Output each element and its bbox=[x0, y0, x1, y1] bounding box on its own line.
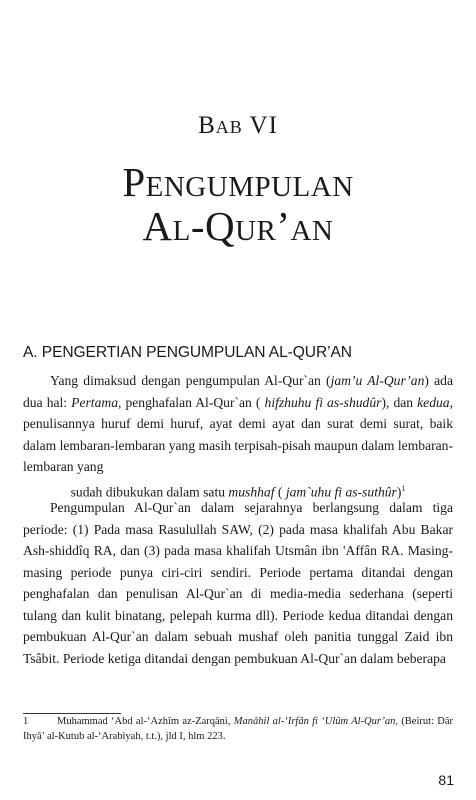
italic-run: jam’u Al-Qur’an bbox=[330, 373, 425, 388]
italic-run: Manâhil al-‘Irfân fi ‘Ulûm Al-Qur’an, bbox=[233, 716, 398, 727]
paragraph-2 bbox=[23, 497, 453, 669]
italic-run: Pertama bbox=[71, 394, 118, 410]
section-heading: A. PENGERTIAN PENGUMPULAN AL-QUR’AN bbox=[23, 344, 352, 361]
text-run: penulisannya huruf demi huruf, ayat demi ayat dan surat demi surat, baik dalam lembaran-lembaran yang masih terpisah-pisah maupun dalam lembaran-lembaran yang bbox=[23, 416, 453, 474]
footnote bbox=[23, 715, 453, 744]
page-number: 81 bbox=[438, 772, 454, 788]
paragraph-1-main bbox=[23, 370, 453, 478]
text-run: ( bbox=[274, 484, 286, 500]
italic-run: mushhaf bbox=[228, 484, 275, 500]
text-run: , penghafalan Al-Qur`an ( bbox=[118, 394, 265, 410]
text-run: Yang dimaksud dengan pengumpulan Al-Qur`an ( bbox=[50, 373, 331, 388]
footnote-divider bbox=[23, 713, 121, 714]
paragraph-2-text: Pengumpulan Al-Qur`an dalam sejarahnya berlangsung dalam tiga periode: (1) Pada masa Rasulullah SAW, (2) pada masa khalifah Abu Bakar Ash-shiddîq RA, dan (3) pada masa khalifah Utsmân ibn 'Affân RA. Masing-masing periode punya ciri-ciri sendiri. Periode pertama ditandai dengan penghafalan dan penulisan Al-Qur`an di media-media sederhana (seperti tulang dan kulit binatang, pelepah kurma dll). Periode kedua ditandai dengan pembukuan Al-Qur`an dalam sebuah mushaf oleh panitia tunggal Zaid ibn Tsâbit. Periode ketiga ditandai dengan pembukuan Al-Qur`an dalam beberapa bbox=[23, 500, 453, 666]
chapter-title bbox=[0, 160, 476, 248]
text-run: Muhammad ‘Abd al-‘Azhîm az-Zarqâni, bbox=[57, 716, 234, 727]
text-run: sudah dibukukan dalam satu bbox=[70, 484, 229, 500]
footnote-number: 1 bbox=[23, 716, 29, 727]
italic-run: jam`uhu fi as-suthûr bbox=[285, 484, 397, 500]
chapter-title-line-2: Al-Qur’an bbox=[142, 203, 334, 249]
italic-run: kedua, bbox=[417, 394, 453, 410]
text-run: ) bbox=[396, 484, 402, 500]
text-run: (Beirut: Dâr Ihyâ’ al-Kutub al-‘Arabiyah, t.t.), jld I, hlm 223. bbox=[23, 716, 453, 742]
footnote-reference[interactable]: 1 bbox=[401, 483, 406, 493]
text-run: ) ada dua hal: bbox=[23, 373, 453, 410]
chapter-title-line-1: Pengumpulan bbox=[122, 159, 354, 205]
italic-run: hifzhuhu fi as-shudûr bbox=[264, 394, 382, 410]
chapter-label: Bab VI bbox=[198, 112, 278, 139]
text-run: ), dan bbox=[381, 394, 418, 410]
paragraph-1 bbox=[23, 370, 453, 503]
